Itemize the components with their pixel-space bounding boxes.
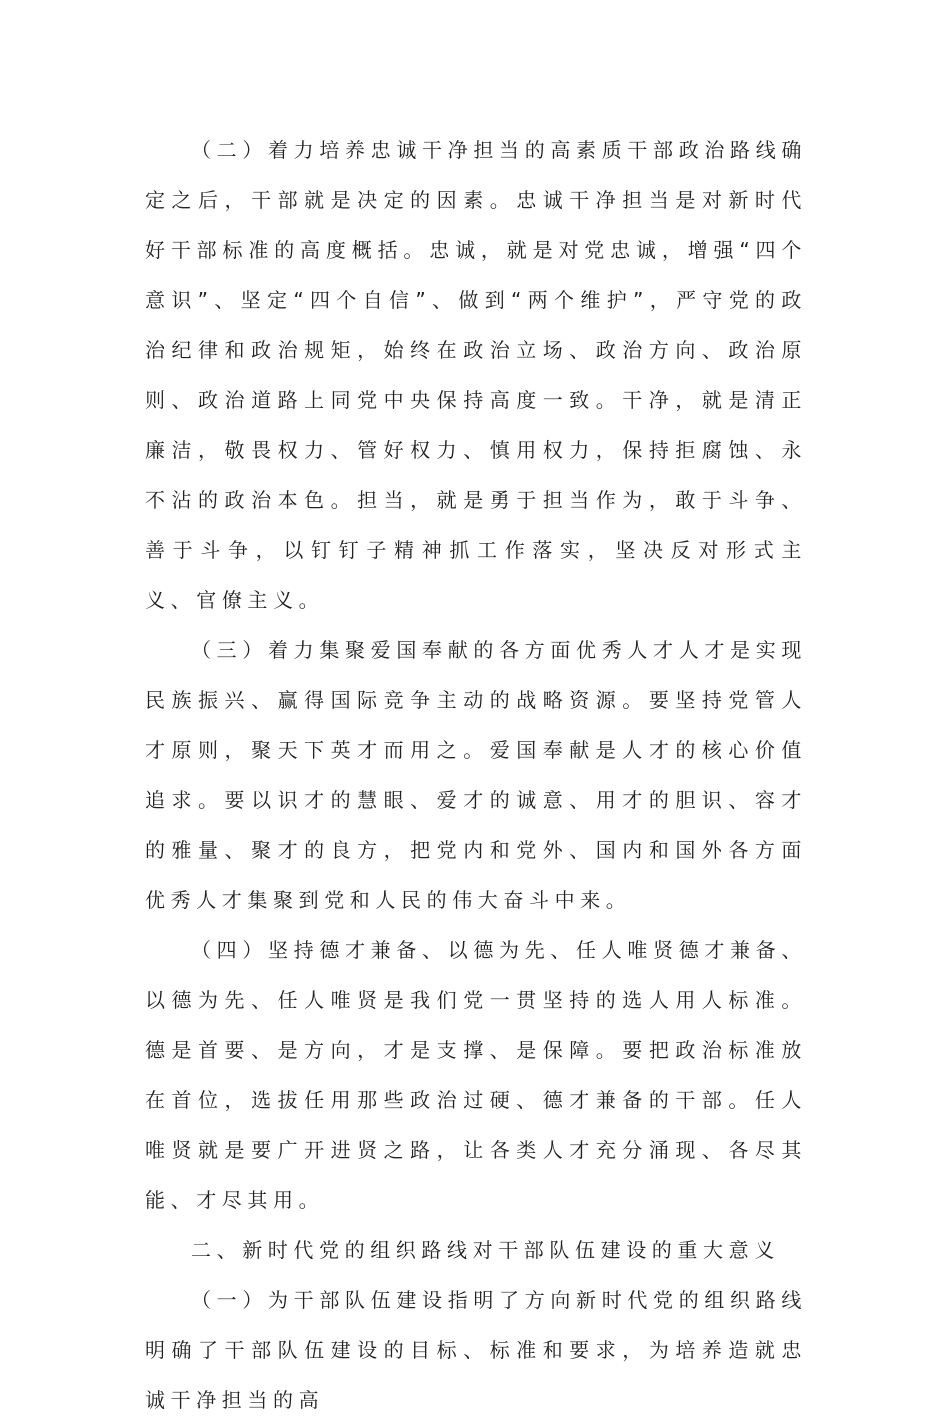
paragraph-virtue-and-talent: （四）坚持德才兼备、以德为先、任人唯贤德才兼备、以德为先、任人唯贤是我们党一贯坚持的选人用人标准。德是首要、是方向，才是支撑、是保障。要把政治标准放在首位，选拔任用那些政治过硬、德才兼备的干部。任人唯贤就是要广开进贤之路，让各类人才充分涌现、各尽其能、才尽其用。 — [145, 938, 807, 1212]
document-page — [145, 125, 807, 1425]
paragraph-cultivate-cadres: （二）着力培养忠诚干净担当的高素质干部政治路线确定之后，干部就是决定的因素。忠诚干净担当是对新时代好干部标准的高度概括。忠诚，就是对党忠诚，增强“四个意识”、坚定“四个自信”、做到“两个维护”，严守党的政治纪律和政治规矩，始终在政治立场、政治方向、政治原则、政治道路上同党中央保持高度一致。干净，就是清正廉洁，敬畏权力、管好权力、慎用权力，保持拒腐蚀、永不沾的政治本色。担当，就是勇于担当作为，敢于斗争、善于斗争，以钉钉子精神抓工作落实，坚决反对形式主义、官僚主义。 — [145, 138, 807, 612]
section-heading-significance: 二、新时代党的组织路线对干部队伍建设的重大意义 — [191, 1238, 780, 1262]
paragraph-direction: （一）为干部队伍建设指明了方向新时代党的组织路线明确了干部队伍建设的目标、标准和要求，为培养造就忠诚干净担当的高 — [145, 1288, 807, 1412]
paragraph-gather-talents: （三）着力集聚爱国奉献的各方面优秀人才人才是实现民族振兴、赢得国际竞争主动的战略资源。要坚持党管人才原则，聚天下英才而用之。爱国奉献是人才的核心价值追求。要以识才的慧眼、爱才的诚意、用才的胆识、容才的雅量、聚才的良方，把党内和党外、国内和国外各方面优秀人才集聚到党和人民的伟大奋斗中来。 — [145, 638, 807, 912]
